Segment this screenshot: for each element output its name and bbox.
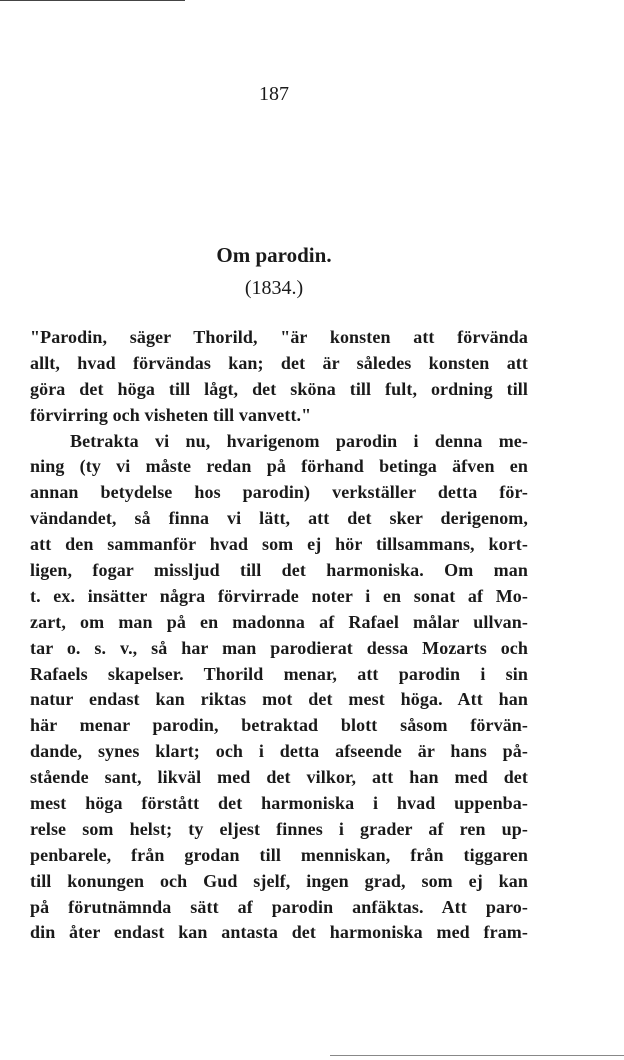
text-line-content: göra det höga till lågt, det sköna till fult, ordning till <box>30 378 528 399</box>
text-line <box>30 636 528 662</box>
text-line-content: tar o. s. v., så har man parodierat dessa Mozarts och <box>30 637 528 658</box>
text-line-content: Betrakta vi nu, hvarigenom parodin i denna me- <box>70 430 528 451</box>
text-line-content: t. ex. insätter några förvirrade noter i en sonat af Mo- <box>30 585 528 606</box>
text-line <box>30 739 528 765</box>
text-line-content: här menar parodin, betraktad blott såsom förvän- <box>30 715 528 736</box>
chapter-heading: Om parodin. <box>216 243 332 267</box>
text-line-content: din åter endast kan antasta det harmoniska med fram- <box>30 922 528 943</box>
text-line <box>30 454 528 480</box>
text-line-content: allt, hvad förvändas kan; det är således konsten att <box>30 352 528 373</box>
text-line-content: att den sammanför hvad som ej hör tillsammans, kort- <box>30 534 528 555</box>
page-number: 187 <box>259 83 289 105</box>
text-line <box>30 791 528 817</box>
text-line-content: på förutnämnda sätt af parodin anfäktas. Att paro- <box>30 896 528 917</box>
bottom-rule <box>330 1055 624 1056</box>
text-line <box>30 765 528 791</box>
text-line-content: penbarele, från grodan till menniskan, från tiggaren <box>30 844 528 865</box>
text-line-content: stående sant, likväl med det vilkor, att han med det <box>30 767 528 788</box>
text-line <box>30 558 528 584</box>
text-line <box>30 377 528 403</box>
text-line-content: till konungen och Gud sjelf, ingen grad, som ej kan <box>30 870 528 891</box>
text-line-content: annan betydelse hos parodin) verkställer detta för- <box>30 482 528 503</box>
text-line <box>30 920 528 946</box>
text-line <box>30 662 528 688</box>
text-line <box>30 869 528 895</box>
text-line <box>30 429 528 455</box>
text-line <box>30 532 528 558</box>
text-line-content: Rafaels skapelser. Thorild menar, att parodin i sin <box>30 663 528 684</box>
text-line-content: natur endast kan riktas mot det mest höga. Att han <box>30 689 528 710</box>
text-line-content: mest höga förstått det harmoniska i hvad uppenba- <box>30 793 528 814</box>
text-line-content: ning (ty vi måste redan på förhand betinga äfven en <box>30 456 528 477</box>
text-line <box>30 610 528 636</box>
text-line-content: ligen, fogar missljud till det harmoniska. Om man <box>30 560 528 581</box>
text-line <box>30 480 528 506</box>
text-line <box>30 895 528 921</box>
text-line-content: zart, om man på en madonna af Rafael målar ullvan- <box>30 611 528 632</box>
text-line-content: relse som helst; ty eljest finnes i grader af ren up- <box>30 818 528 839</box>
text-line <box>30 403 528 429</box>
chapter-year: (1834.) <box>244 277 304 299</box>
text-line <box>30 584 528 610</box>
text-line-content: "Parodin, säger Thorild, "är konsten att förvända <box>30 327 528 347</box>
text-line <box>30 687 528 713</box>
top-rule <box>0 0 185 1</box>
text-line <box>30 817 528 843</box>
text-line-content: förvirring och visheten till vanvett." <box>30 404 312 425</box>
text-line <box>30 713 528 739</box>
text-line <box>30 843 528 869</box>
text-line <box>30 351 528 377</box>
text-line <box>30 506 528 532</box>
body-text <box>30 325 528 946</box>
text-line-content: vändandet, så finna vi lätt, att det sker derigenom, <box>30 508 528 529</box>
text-line-content: dande, synes klart; och i detta afseende är hans på- <box>30 741 528 762</box>
text-line <box>30 325 528 351</box>
